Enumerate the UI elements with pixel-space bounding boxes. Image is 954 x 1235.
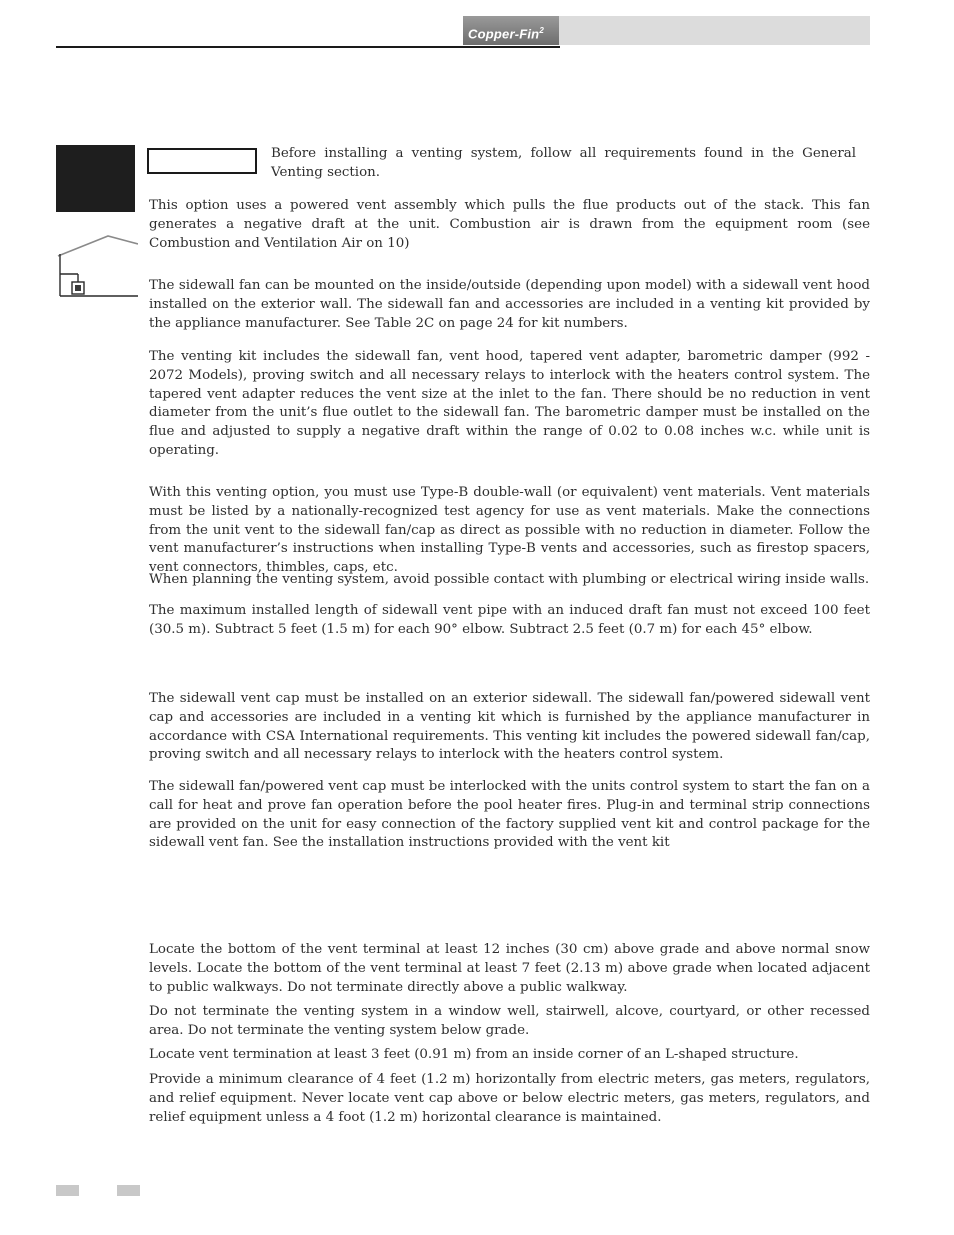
max-length-paragraph: The maximum installed length of sidewall vent pipe with an induced draft fan must not exceed 100 feet (30.5 m). Subtract 5 feet (1.5 m) for each 90° elbow. Subtract 2.5 feet (0.7 m) for each 45° elbow.	[149, 603, 870, 637]
vent-cap-paragraph: The sidewall vent cap must be installed on an exterior sidewall. The sidewall fan/powered sidewall vent cap and accessories are included in a venting kit which is furnished by the appliance manufacturer in accordance with CSA International requirements. This venting kit includes the powered sidewall fan/cap, proving switch and all necessary relays to interlock with the heaters control system.	[149, 691, 870, 763]
planning-paragraph: When planning the venting system, avoid possible contact with plumbing or electrical wiring inside walls.	[149, 572, 870, 587]
corner-paragraph: Locate vent termination at least 3 feet (0.91 m) from an inside corner of an L-shaped structure.	[149, 1047, 799, 1062]
fan-mounting-paragraph: The sidewall fan can be mounted on the inside/outside (depending upon model) with a sidewall vent hood installed on the exterior wall. The sidewall fan and accessories are included in a venting kit provided by the appliance manufacturer. See Table 2C on page 24 for kit numbers.	[149, 278, 870, 331]
terminal-location-paragraph: Locate the bottom of the vent terminal at least 12 inches (30 cm) above grade and above normal snow levels. Locate the bottom of the vent terminal at least 7 feet (2.13 m) above grade when located adjacent to public walkways. Do not terminate directly above a public walkway.	[149, 942, 870, 995]
footer-marker-left	[56, 1185, 79, 1196]
roof-line	[58, 236, 138, 256]
warning-label-box	[147, 148, 257, 174]
logo-superscript: 2	[539, 26, 544, 35]
clearance-paragraph: Provide a minimum clearance of 4 feet (1.2 m) horizontally from electric meters, gas meters, regulators, and relief equipment. Never locate vent cap above or below electric meters, gas meters, regulators, and relief equipment unless a 4 foot (1.2 m) horizontal clearance is maintained.	[149, 1072, 870, 1125]
vent-materials-paragraph: With this venting option, you must use Type-B double-wall (or equivalent) vent materials. Vent materials must be listed by a nationally-recognized test agency for use as vent materials. Make the connections from the unit vent to the sidewall fan/cap as direct as possible with no reduction in diameter. Follow the vent manufacturer’s instructions when installing Type-B vents and accessories, such as firestop spacers, vent connectors, thimbles, caps, etc.	[149, 485, 870, 576]
option-description: This option uses a powered vent assembly which pulls the flue products out of the stack. This fan generates a negative draft at the unit. Combustion air is drawn from the equipment room (see Combustion and Ventilation Air on 10)	[149, 198, 870, 251]
footer-marker-right	[117, 1185, 140, 1196]
interlock-paragraph: The sidewall fan/powered vent cap must be interlocked with the units control system to start the fan on a call for heat and prove fan operation before the pool heater fires. Plug-in and terminal strip connections are provided on the unit for easy connection of the factory supplied vent kit and control package for the sidewall vent fan. See the installation instructions provided with the vent kit	[149, 779, 870, 851]
section-tab	[56, 145, 135, 212]
recessed-area-paragraph: Do not terminate the venting system in a window well, stairwell, alcove, courtyard, or other recessed area. Do not terminate the venting system below grade.	[149, 1004, 870, 1038]
intro-warning-text: Before installing a venting system, follow all requirements found in the General Venting section.	[271, 146, 856, 180]
house-vent-icon	[56, 234, 138, 298]
brand-logo	[463, 16, 559, 45]
kit-contents-paragraph: The venting kit includes the sidewall fan, vent hood, tapered vent adapter, barometric damper (992 - 2072 Models), proving switch and all necessary relays to interlock with the heaters control system. The tapered vent adapter reduces the vent size at the inlet to the fan. There should be no reduction in vent diameter from the unit’s flue outlet to the sidewall fan. The barometric damper must be installed on the flue and adjusted to supply a negative draft within the range of 0.02 to 0.08 inches w.c. while unit is operating.	[149, 349, 870, 458]
logo-text: Copper-Fin	[468, 26, 540, 42]
header-rule	[56, 46, 560, 48]
